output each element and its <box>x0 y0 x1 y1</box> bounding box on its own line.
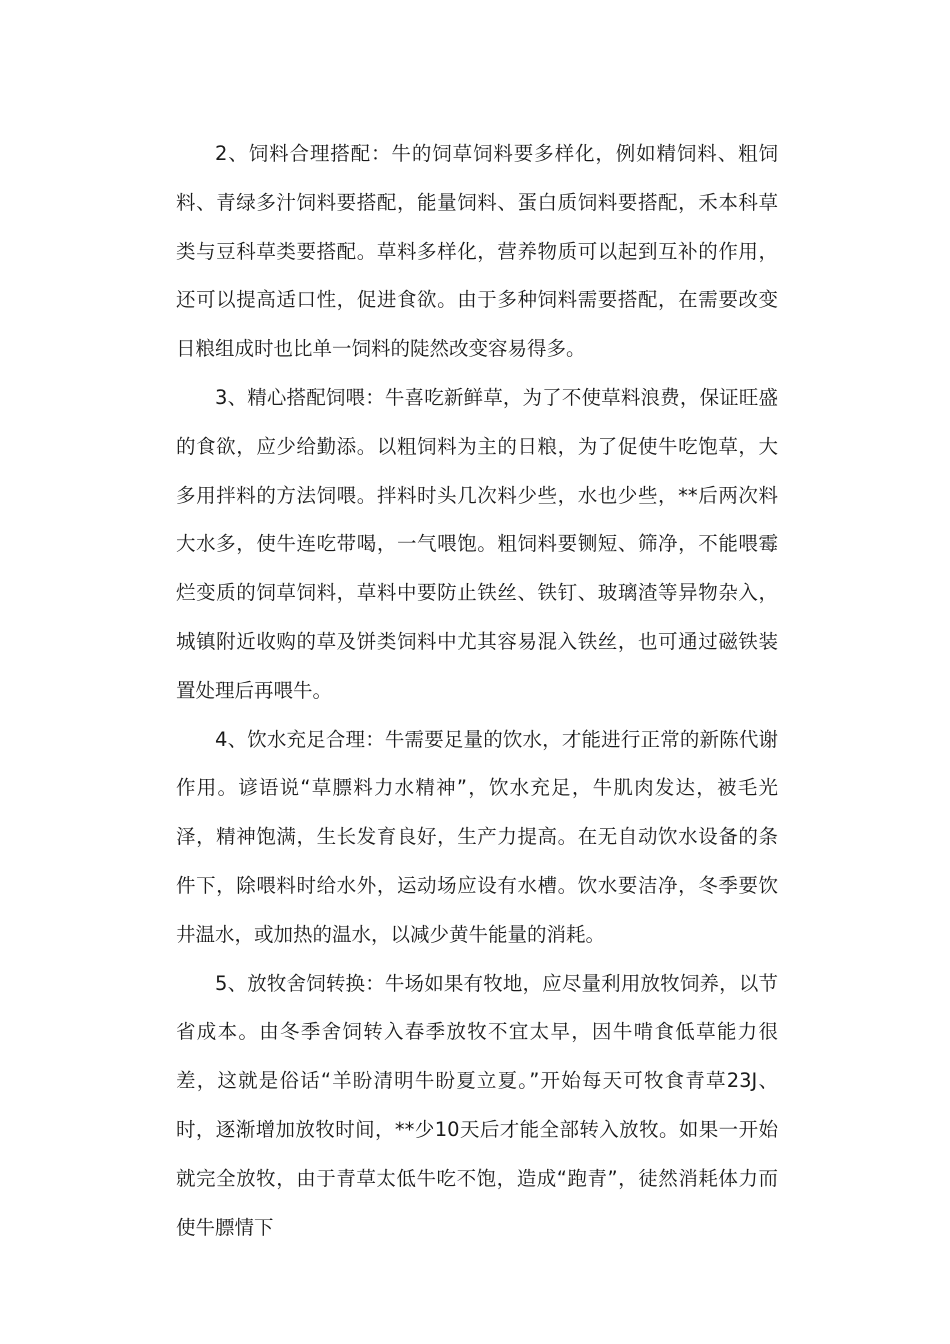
document-body <box>176 130 778 1252</box>
paragraph-feed-matching: 2、饲料合理搭配：牛的饲草饲料要多样化，例如精饲料、粗饲料、青绿多汁饲料要搭配，能量饲料、蛋白质饲料要搭配，禾本科草类与豆科草类要搭配。草料多样化，营养物质可以起到互补的作用，还可以提高适口性，促进食欲。由于多种饲料需要搭配，在需要改变日粮组成时也比单一饲料的陡然改变容易得多。 <box>176 142 778 361</box>
paragraph-water-supply: 4、饮水充足合理：牛需要足量的饮水，才能进行正常的新陈代谢作用。谚语说“草膘料力水精神”，饮水充足，牛肌肉发达，被毛光泽，精神饱满，生长发育良好，生产力提高。在无自动饮水设备的条件下，除喂料时给水外，运动场应设有水槽。饮水要洁净，冬季要饮井温水，或加热的温水，以减少黄牛能量的消耗。 <box>176 727 778 946</box>
paragraph-grazing-transition: 5、放牧舍饲转换：牛场如果有牧地，应尽量利用放牧饲养，以节省成本。由冬季舍饲转入春季放牧不宜太早，因牛啃食低草能力很差，这就是俗话“羊盼清明牛盼夏立夏。”开始每天可牧食青草23J、时，逐渐增加放牧时间，**少10天后才能全部转入放牧。如果一开始就完全放牧，由于青草太低牛吃不饱，造成“跑青”，徒然消耗体力而使牛膘情下 <box>176 971 778 1239</box>
paragraph-careful-feeding: 3、精心搭配饲喂：牛喜吃新鲜草，为了不使草料浪费，保证旺盛的食欲，应少给勤添。以粗饲料为主的日粮，为了促使牛吃饱草，大多用拌料的方法饲喂。拌料时头几次料少些，水也少些，**后两次料大水多，使牛连吃带喝，一气喂饱。粗饲料要铡短、筛净，不能喂霉烂变质的饲草饲料，草料中要防止铁丝、铁钉、玻璃渣等异物杂入，城镇附近收购的草及饼类饲料中尤其容易混入铁丝，也可通过磁铁装置处理后再喂牛。 <box>176 385 778 702</box>
